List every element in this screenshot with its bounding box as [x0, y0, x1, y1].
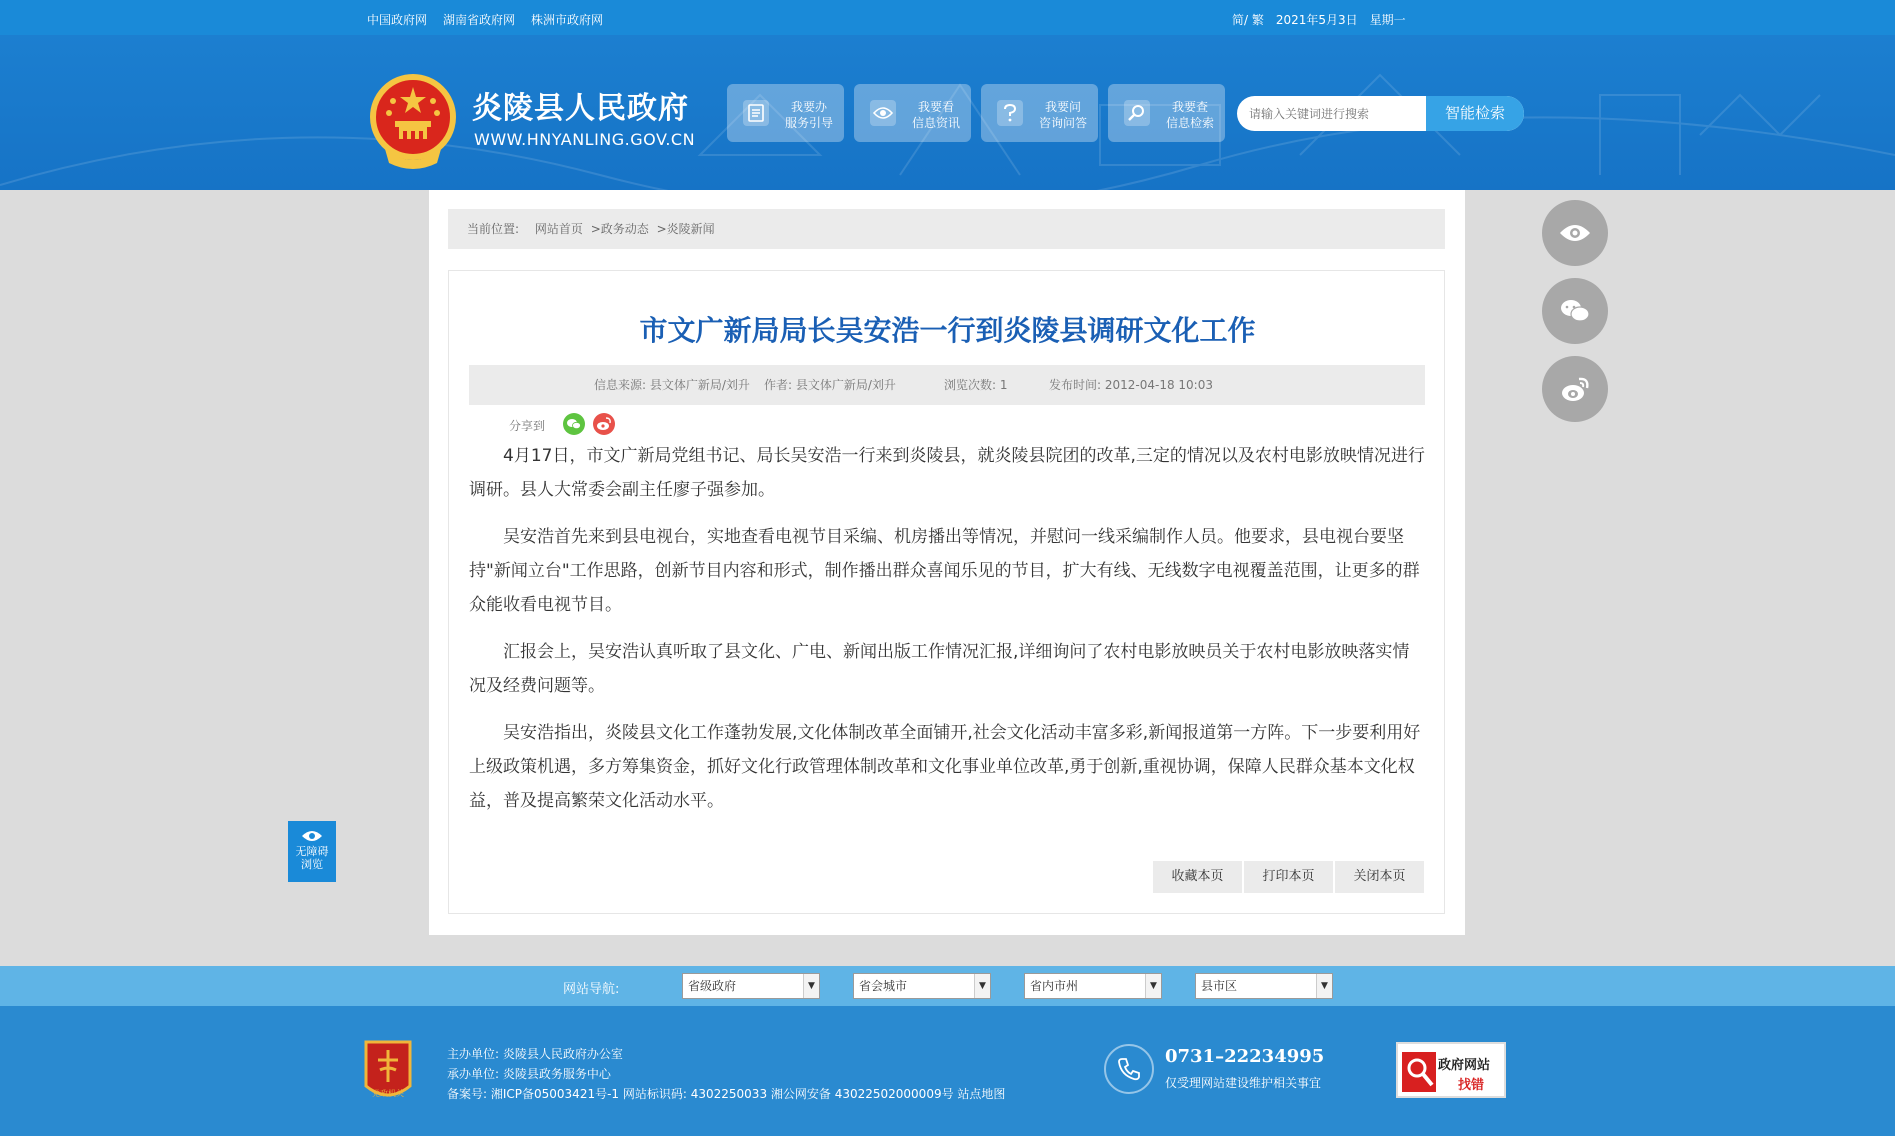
magnifier-icon [1124, 100, 1150, 126]
chevron-down-icon: ▼ [1145, 974, 1161, 998]
bookmark-button[interactable]: 收藏本页 [1153, 861, 1242, 893]
article-published: 发布时间: 2012-04-18 10:03 [1049, 378, 1213, 392]
site-header [0, 35, 1895, 190]
gov-site-correction-button[interactable] [1396, 1042, 1506, 1098]
quick-button-sublabel: 咨询问答 [1038, 116, 1087, 130]
quick-button-sublabel: 信息检索 [1165, 116, 1214, 130]
site-nav-bar [0, 966, 1895, 1006]
correction-sublabel: 找错 [1458, 1078, 1485, 1093]
article-author: 作者: 县文体广新局/刘升 [764, 378, 896, 392]
float-wechat-button[interactable] [1542, 278, 1608, 344]
quick-button-label: 我要查 [1171, 100, 1208, 114]
quick-button-label: 我要问 [1044, 100, 1081, 114]
article-paragraph: 吴安浩首先来到县电视台，实地查看电视节目采编、机房播出等情况，并慰问一线采编制作人员。他要求，县电视台要坚持"新闻立台"工作思路，创新节目内容和形式，制作播出群众喜闻乐见的节目，扩大有线、无线数字电视覆盖范围，让更多的群众能收看电视节目。 [469, 527, 1420, 615]
chevron-down-icon: ▼ [974, 974, 990, 998]
quick-button-info[interactable] [854, 84, 971, 142]
select-value: 省内市州 [1030, 979, 1079, 993]
article-body [469, 439, 1425, 831]
share-label: 分享到 [509, 419, 546, 433]
nav-select-province[interactable] [682, 973, 820, 999]
search-button[interactable]: 智能检索 [1426, 96, 1524, 131]
float-eye-button[interactable] [1542, 200, 1608, 266]
footer-icp: 备案号: 湘ICP备05003421号-1 网站标识码: 4302250033 湘公网安备 43022502000009号 站点地图 [447, 1087, 1006, 1101]
breadcrumb [448, 209, 1445, 249]
quick-button-service[interactable] [727, 84, 844, 142]
article-paragraph: 汇报会上，吴安浩认真听取了县文化、广电、新闻出版工作情况汇报,详细询问了农村电影放映员关于农村电影放映落实情况及经费问题等。 [469, 642, 1410, 696]
wechat-share-icon[interactable] [563, 413, 585, 435]
phone-icon [1104, 1044, 1154, 1094]
weibo-icon [1559, 375, 1591, 403]
link-zhuzhou-gov[interactable]: 株洲市政府网 [531, 13, 604, 27]
nav-label: 网站导航: [563, 982, 620, 997]
footer-host: 主办单位: 炎陵县人民政府办公室 [447, 1047, 623, 1061]
close-page-button[interactable]: 关闭本页 [1335, 861, 1424, 893]
wechat-icon [1559, 297, 1591, 325]
search-box [1237, 96, 1524, 131]
footer-phone-note: 仅受理网站建设维护相关事宜 [1165, 1076, 1322, 1090]
select-value: 省级政府 [688, 979, 737, 993]
select-value: 省会城市 [859, 979, 908, 993]
site-url: WWW.HNYANLING.GOV.CN [474, 130, 696, 149]
nav-select-capital[interactable] [853, 973, 991, 999]
article-source: 信息来源: 县文体广新局/刘升 [594, 378, 750, 392]
footer-undertaker: 承办单位: 炎陵县政务服务中心 [447, 1067, 611, 1081]
breadcrumb-gov-news[interactable]: >政务动态 [590, 222, 649, 236]
article-actions [1153, 861, 1424, 893]
link-china-gov[interactable]: 中国政府网 [367, 13, 428, 27]
quick-button-ask[interactable] [981, 84, 1098, 142]
question-icon [997, 100, 1023, 126]
eye-icon [1559, 223, 1591, 243]
article-paragraph: 吴安浩指出，炎陵县文化工作蓬勃发展,文化体制改革全面铺开,社会文化活动丰富多彩,新闻报道第一方阵。下一步要利用好上级政策机遇，多方筹集资金，抓好文化行政管理体制改革和文化事业单位改革,勇于创新,重视协调，保障人民群众基本文化权益，普及提高繁荣文化活动水平。 [469, 723, 1421, 811]
eye-icon [870, 100, 896, 126]
breadcrumb-home[interactable]: 网站首页 [534, 222, 583, 236]
main-content [429, 190, 1465, 935]
party-gov-badge-icon[interactable] [362, 1038, 414, 1106]
article-meta [469, 365, 1425, 405]
accessibility-button[interactable] [288, 821, 336, 882]
top-links [367, 11, 603, 28]
link-hunan-gov[interactable]: 湖南省政府网 [443, 13, 516, 27]
nav-select-city[interactable] [1024, 973, 1162, 999]
quick-button-label: 我要办 [790, 100, 827, 114]
quick-button-label: 我要看 [917, 100, 954, 114]
current-date: 2021年5月3日 [1275, 13, 1358, 27]
document-icon [743, 100, 769, 126]
quick-button-sublabel: 信息资讯 [911, 116, 960, 130]
quick-button-sublabel: 服务引导 [784, 116, 833, 130]
badge-text: 党政机关 [372, 1089, 404, 1098]
current-weekday: 星期一 [1369, 13, 1406, 27]
chevron-down-icon: ▼ [1316, 974, 1332, 998]
footer-info [447, 1044, 1005, 1104]
search-input[interactable] [1249, 104, 1429, 124]
footer-phone: 0731–22234995 [1165, 1046, 1325, 1067]
chevron-down-icon: ▼ [803, 974, 819, 998]
nav-select-county[interactable] [1195, 973, 1333, 999]
correction-label: 政府网站 [1438, 1058, 1491, 1073]
site-title: 炎陵县人民政府 [472, 91, 689, 126]
float-weibo-button[interactable] [1542, 356, 1608, 422]
magnifier-icon [1402, 1052, 1436, 1092]
accessibility-label: 无障碍 [295, 845, 329, 858]
article [448, 270, 1445, 914]
article-paragraph: 4月17日，市文广新局党组书记、局长吴安浩一行来到炎陵县，就炎陵县院团的改革,三定的情况以及农村电影放映情况进行调研。县人大常委会副主任廖子强参加。 [469, 446, 1425, 500]
site-footer [0, 1006, 1895, 1136]
lang-toggle[interactable]: 简/ 繁 [1232, 13, 1264, 27]
breadcrumb-yanling-news[interactable]: >炎陵新闻 [656, 222, 715, 236]
accessibility-sublabel: 浏览 [301, 858, 323, 871]
breadcrumb-label: 当前位置: [467, 222, 520, 236]
print-button[interactable]: 打印本页 [1244, 861, 1333, 893]
national-emblem-icon [367, 71, 459, 171]
top-right [1232, 11, 1406, 28]
eye-icon [288, 829, 336, 845]
weibo-share-icon[interactable] [593, 413, 615, 435]
article-views: 浏览次数: 1 [944, 378, 1008, 392]
article-title: 市文广新局局长吴安浩一行到炎陵县调研文化工作 [639, 314, 1256, 347]
select-value: 县市区 [1201, 979, 1238, 993]
top-bar [0, 0, 1895, 35]
quick-button-search[interactable] [1108, 84, 1225, 142]
